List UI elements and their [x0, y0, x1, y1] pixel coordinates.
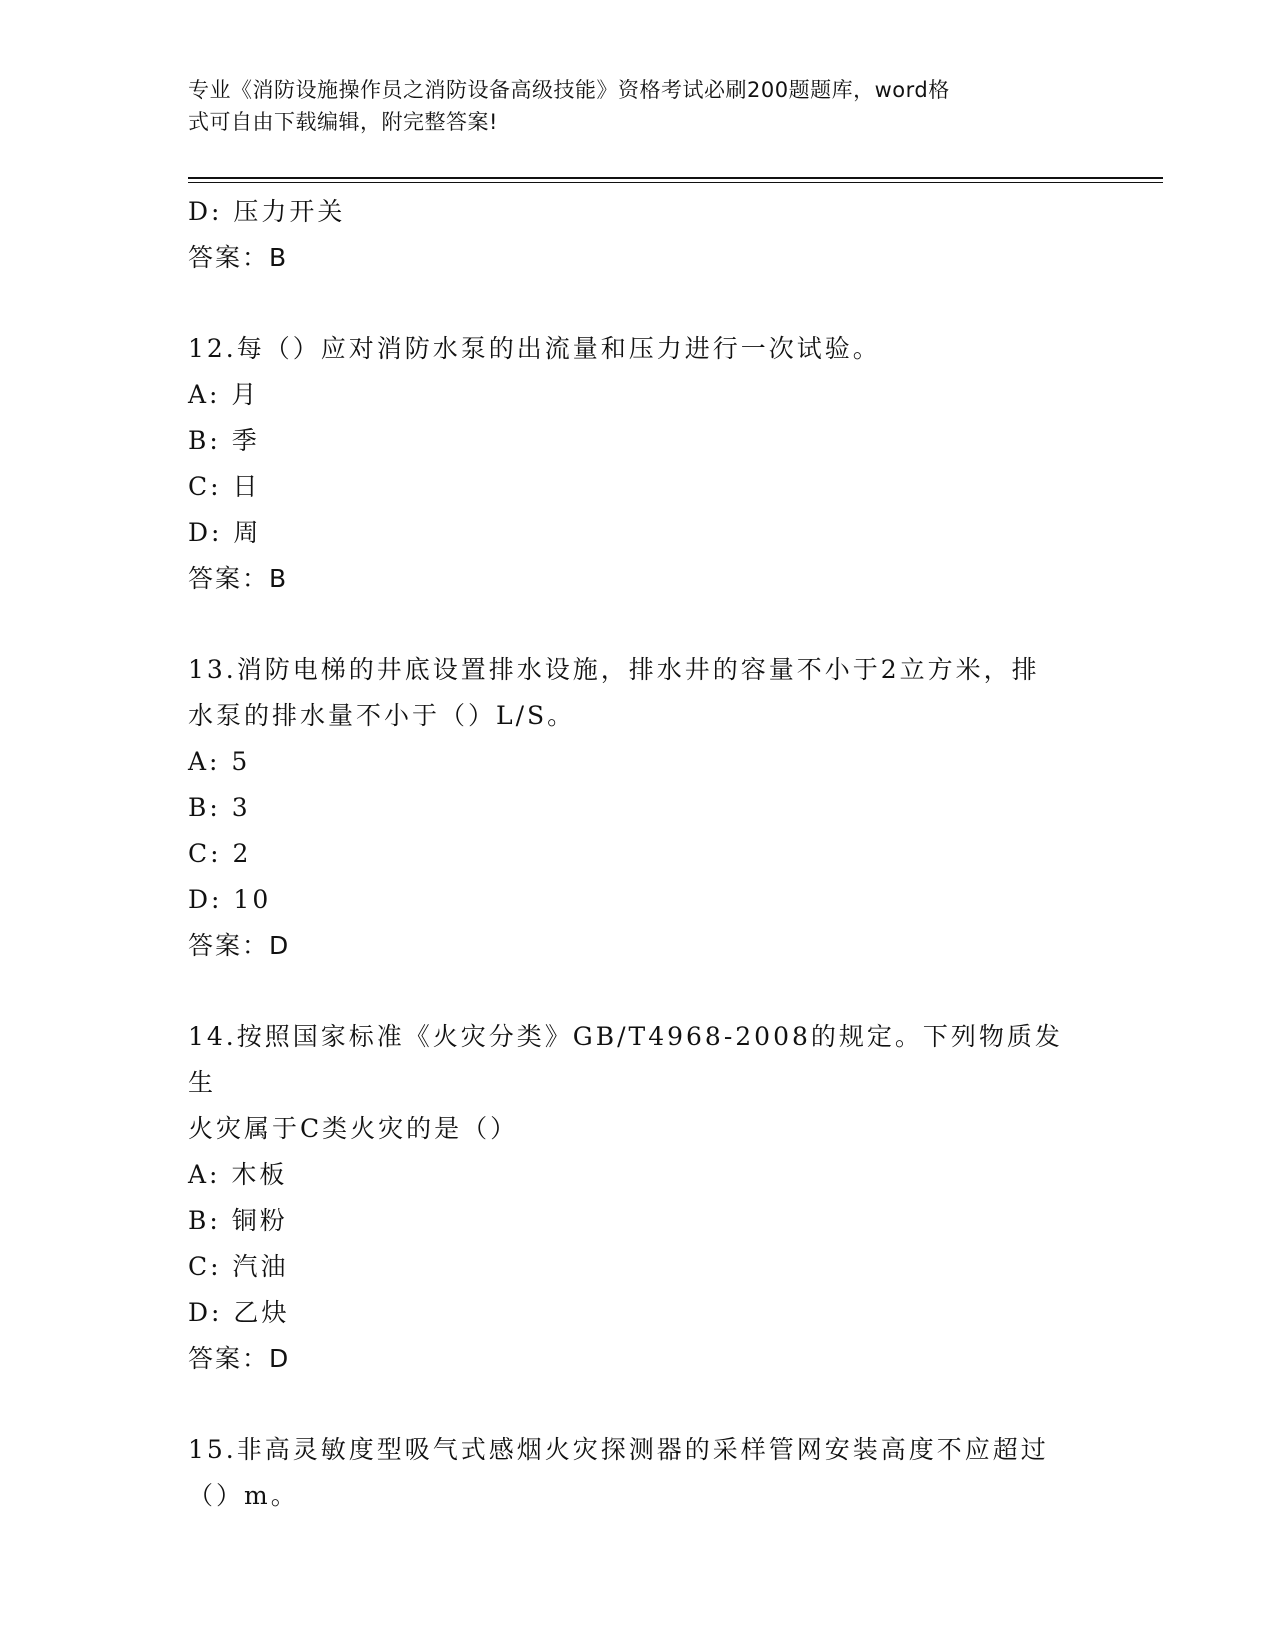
document-header [188, 74, 1068, 138]
option-a: A: 5 [188, 747, 251, 776]
question-15 [188, 1427, 1088, 1519]
option-c: C: 日 [188, 472, 261, 501]
answer-line: 答案：D [188, 931, 291, 960]
option-b: B: 铜粉 [188, 1206, 288, 1235]
question-text-line-1: 15.非高灵敏度型吸气式感烟火灾探测器的采样管网安装高度不应超过 [188, 1435, 1049, 1464]
answer-line: 答案：B [188, 243, 289, 272]
option-a: A: 月 [188, 380, 260, 409]
option-b: B: 季 [188, 426, 260, 455]
spacer [188, 602, 1088, 647]
spacer [188, 969, 1088, 1014]
spacer [188, 281, 1088, 326]
answer-line: 答案：B [188, 564, 289, 593]
question-list [188, 189, 1088, 1519]
question-12 [188, 326, 1088, 602]
header-line-2: 式可自由下载编辑，附完整答案! [188, 110, 498, 134]
option-d: D: 周 [188, 518, 262, 547]
option-d: D: 压力开关 [188, 197, 346, 226]
header-divider-thick [188, 177, 1163, 179]
header-divider-thin [188, 182, 1163, 183]
option-d: D: 乙炔 [188, 1298, 290, 1327]
question-text-line-1: 13.消防电梯的井底设置排水设施，排水井的容量不小于2立方米，排 [188, 655, 1040, 684]
option-c: C: 2 [188, 839, 252, 868]
question-text-line-1: 14.按照国家标准《火灾分类》GB/T4968-2008的规定。下列物质发生 [188, 1022, 1063, 1097]
header-line-1: 专业《消防设施操作员之消防设备高级技能》资格考试必刷200题题库，word格 [188, 78, 950, 102]
answer-line: 答案：D [188, 1344, 291, 1373]
question-14 [188, 1014, 1088, 1382]
question-text-line-2: （）m。 [188, 1481, 299, 1510]
option-a: A: 木板 [188, 1160, 288, 1189]
question-11-tail [188, 189, 1088, 281]
option-b: B: 3 [188, 793, 251, 822]
question-text-line-2: 水泵的排水量不小于（）L/S。 [188, 701, 576, 730]
spacer [188, 1382, 1088, 1427]
question-13 [188, 647, 1088, 969]
question-text-line-2: 火灾属于C类火灾的是（） [188, 1114, 519, 1143]
option-c: C: 汽油 [188, 1252, 289, 1281]
option-d: D: 10 [188, 885, 272, 914]
question-text: 12.每（）应对消防水泵的出流量和压力进行一次试验。 [188, 334, 881, 363]
